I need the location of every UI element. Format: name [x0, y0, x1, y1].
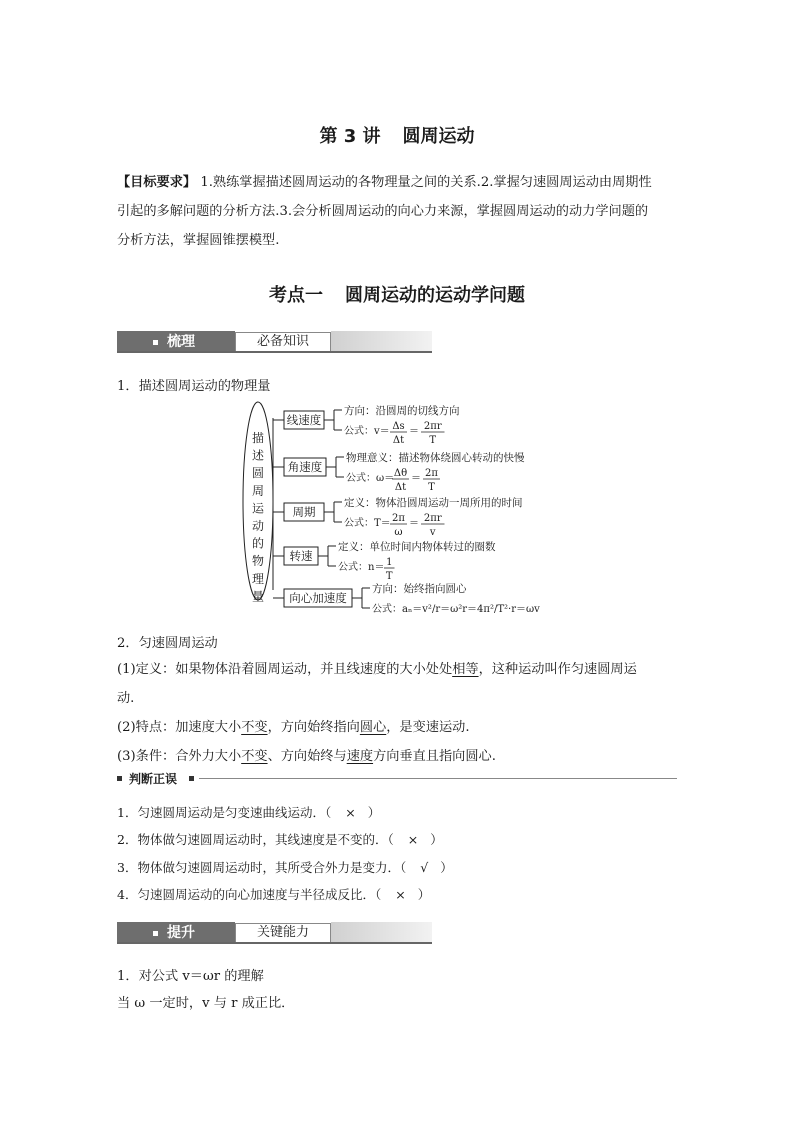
diagram-formula-prefix: 公式：T＝: [344, 518, 391, 529]
section-topic: 圆周运动的运动学问题: [345, 285, 525, 306]
condition-underlined: 不变: [241, 749, 268, 764]
diagram-definition: 方向：沿圆周的切线方向: [344, 405, 460, 417]
judge-item: 1．匀速圆周运动是匀变速曲线运动．（ × ）: [117, 805, 381, 820]
objectives-line: 引起的多解问题的分析方法.3.会分析圆周运动的向心力来源，掌握圆周运动的动力学问题的: [117, 204, 649, 219]
def-text: 动.: [117, 691, 135, 706]
def-underlined: 相等: [452, 662, 479, 677]
square-bullet-icon: [153, 340, 158, 345]
condition-text: 、方向始终与: [267, 749, 347, 764]
objectives: [117, 168, 682, 255]
section-heading: [0, 281, 794, 307]
center-label: [252, 430, 265, 603]
judge-item: 3．物体做匀速圆周运动时，其所受合外力是变力．（ √ ）: [117, 860, 453, 875]
banner-dark-label: 梳理: [167, 334, 195, 350]
center-char: 周: [251, 483, 265, 498]
center-char: 运: [251, 501, 265, 516]
center-char: 圆: [251, 466, 265, 481]
def-text: (1)定义：如果物体沿着圆周运动，并且线速度的大小处处: [117, 662, 453, 677]
item-title: 2．匀速圆周运动: [117, 636, 218, 651]
banner-dark: [117, 331, 235, 353]
banner-dark: [117, 922, 235, 944]
banner-fade: [331, 922, 432, 944]
item-title: 1．描述圆周运动的物理量: [117, 379, 271, 394]
banner-dark-label: 提升: [167, 925, 195, 941]
concept-diagram: [240, 400, 560, 622]
banner-light-label: 必备知识: [235, 332, 331, 352]
judge-answer: ×: [345, 805, 356, 820]
fraction-denominator: v: [429, 527, 436, 538]
page-title: [0, 122, 794, 148]
section-number: 考点一: [269, 285, 323, 306]
center-char: 量: [251, 589, 265, 604]
lecture-topic: 圆周运动: [402, 126, 475, 147]
center-char: 物: [251, 554, 265, 569]
banner-fade: [331, 331, 432, 353]
feature-text: ，是变速运动.: [386, 720, 470, 735]
center-char: 的: [251, 536, 265, 551]
judge-answer: ×: [395, 887, 406, 902]
feature-text: ，方向始终指向: [267, 720, 360, 735]
diagram-definition: 定义：物体沿圆周运动一周所用的时间: [344, 497, 523, 509]
fraction-denominator: Δt: [392, 435, 405, 446]
fraction-numerator: 1: [386, 557, 393, 568]
center-char: 动: [251, 519, 265, 533]
diagram-node-label: 角速度: [287, 460, 323, 474]
square-bullet-icon: [117, 776, 122, 781]
diagram-node-label: 线速度: [286, 413, 322, 427]
fraction-denominator: T: [429, 435, 437, 446]
condition-text: 方向垂直且指向圆心.: [373, 749, 496, 764]
diagram-definition: 物理意义：描述物体绕圆心转动的快慢: [346, 452, 525, 464]
objectives-label: 【目标要求】: [117, 175, 197, 190]
feature-text: (2)特点：加速度大小: [117, 720, 242, 735]
objectives-line: 分析方法，掌握圆锥摆模型.: [117, 233, 280, 248]
diagram-node-label: 周期: [292, 505, 316, 519]
item-title: 1．对公式 v＝ωr 的理解: [117, 969, 264, 984]
fraction-denominator: Δt: [394, 482, 407, 493]
fraction-denominator: T: [428, 482, 435, 493]
center-char: 述: [251, 448, 265, 463]
fraction-denominator: ω: [394, 527, 403, 538]
fraction-numerator: 2π: [425, 468, 438, 479]
square-bullet-icon: [189, 776, 194, 781]
square-bullet-icon: [153, 931, 158, 936]
diagram-definition: 方向：始终指向圆心: [372, 583, 467, 595]
condition-underlined: 速度: [346, 749, 374, 764]
fraction-numerator: 2πr: [423, 421, 442, 432]
judge-answer: √: [420, 860, 429, 875]
feature-underlined: 圆心: [359, 720, 387, 735]
diagram-formula-prefix: 公式：v＝: [344, 426, 390, 437]
diagram-node-label: 转速: [289, 549, 313, 563]
diagram-formula: 公式：aₙ＝v²/r＝ω²r＝4π²/T²·r＝ωv: [372, 604, 540, 615]
judge-heading-label: 判断正误: [129, 772, 178, 786]
banner-review: [117, 331, 432, 353]
feature-underlined: 不变: [241, 720, 268, 735]
diagram-formula-prefix: 公式：ω＝: [346, 473, 395, 484]
fraction-numerator: Δθ: [393, 468, 408, 479]
equals-sign: ＝: [411, 473, 421, 484]
def-text: ，这种运动叫作匀速圆周运: [478, 662, 637, 677]
judge-answer: ×: [407, 832, 419, 847]
diagram-definition: 定义：单位时间内物体转过的圈数: [338, 541, 496, 553]
center-char: 理: [251, 571, 265, 586]
divider: [199, 778, 677, 779]
lecture-number: 第 3 讲: [319, 126, 381, 147]
judge-item: 2．物体做匀速圆周运动时，其线速度是不变的．（ × ）: [117, 832, 443, 847]
banner-underline: [117, 942, 432, 944]
banner-light-label: 关键能力: [235, 923, 331, 943]
equals-sign: ＝: [409, 426, 419, 437]
fraction-numerator: 2π: [392, 513, 405, 524]
judge-item: 4．匀速圆周运动的向心加速度与半径成反比．（ × ）: [117, 887, 431, 902]
condition-text: (3)条件：合外力大小: [117, 749, 242, 764]
banner-improve: [117, 922, 432, 944]
objectives-line: 1.熟练掌握描述圆周运动的各物理量之间的关系.2.掌握匀速圆周运动由周期性: [200, 175, 652, 190]
banner-underline: [117, 351, 432, 353]
uniform-circular-definition: [117, 655, 682, 771]
center-char: 描: [251, 431, 265, 445]
fraction-numerator: Δs: [392, 421, 405, 432]
diagram-formula-prefix: 公式：n＝: [338, 562, 385, 573]
judge-heading: [117, 770, 677, 788]
diagram-node-label: 向心加速度: [289, 591, 347, 605]
equals-sign: ＝: [409, 518, 419, 529]
fraction-denominator: T: [385, 571, 393, 582]
item-body: 当 ω 一定时，v 与 r 成正比．: [117, 996, 295, 1011]
fraction-numerator: 2πr: [423, 513, 442, 524]
